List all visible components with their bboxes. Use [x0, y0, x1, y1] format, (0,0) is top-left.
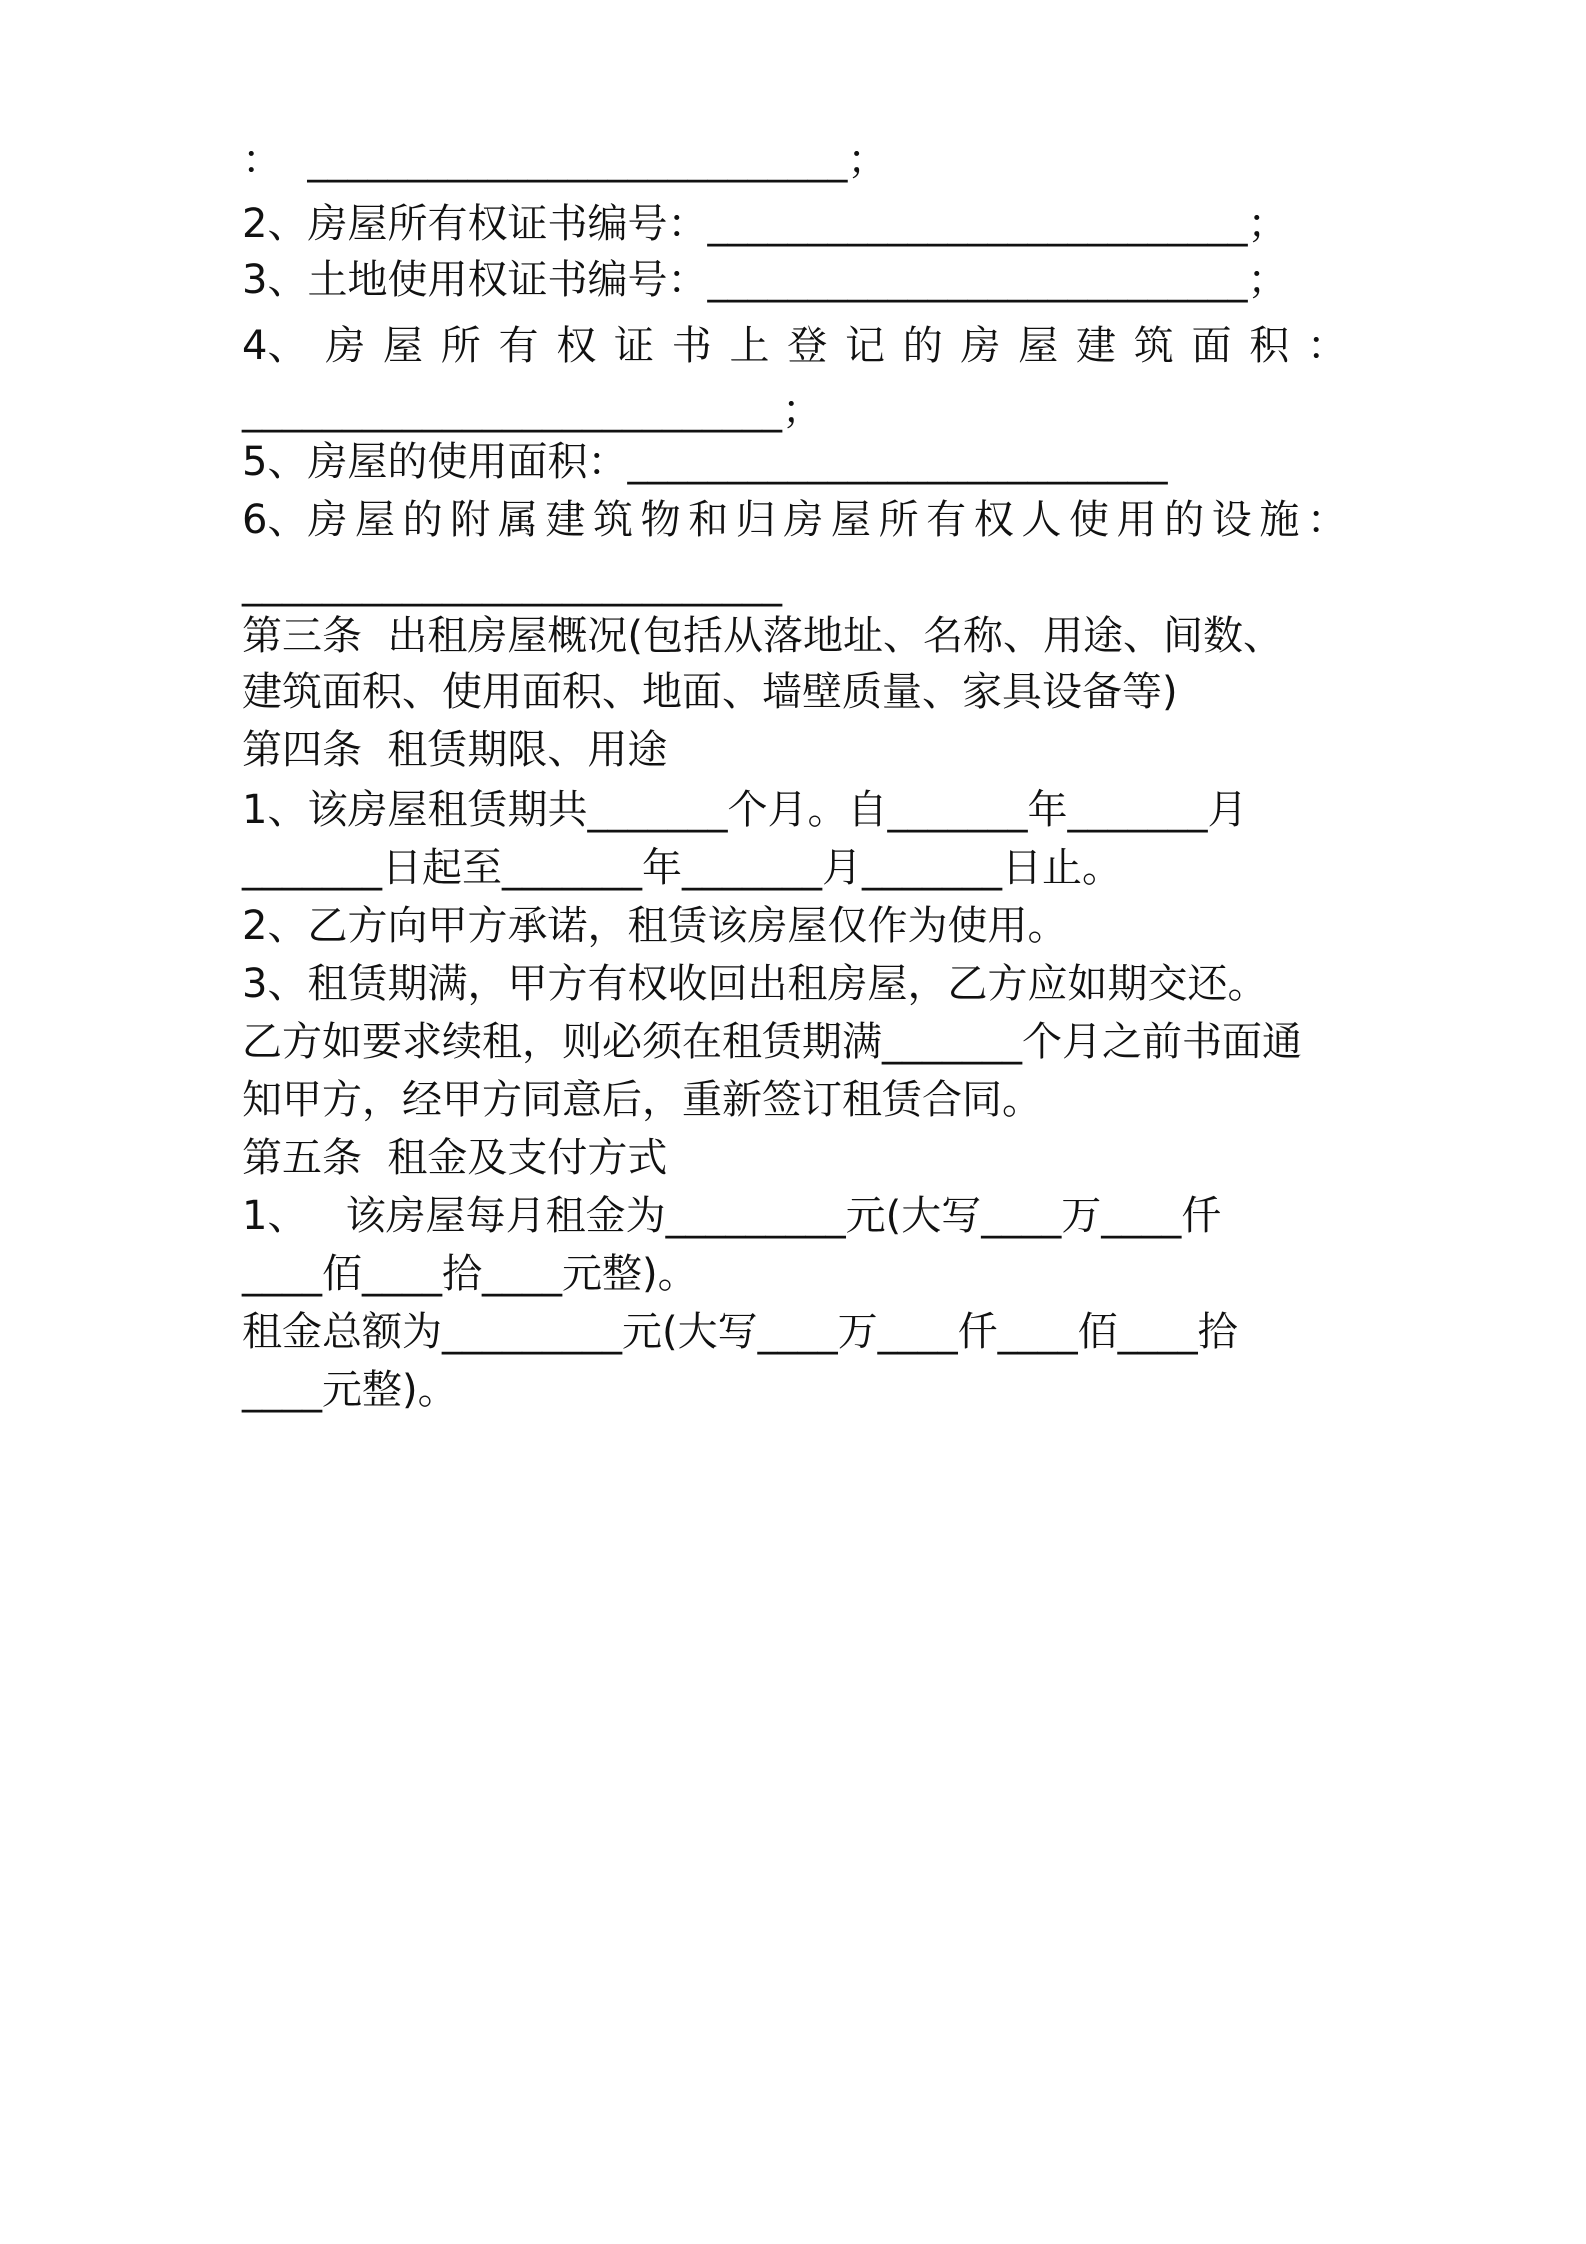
justified-segment: 6、房: [242, 497, 348, 543]
justified-segment: 附: [450, 497, 491, 543]
line-9: 第三条 出租房屋概况(包括从落地址、名称、用途、间数、: [242, 613, 1284, 659]
line-15: 3、租赁期满，甲方有权收回出租房屋，乙方应如期交还。: [242, 961, 1268, 1007]
line-11: 第四条 租赁期限、用途: [242, 727, 668, 773]
justified-segment: 面: [1191, 323, 1232, 369]
line-1: ： ___________________________；: [242, 137, 888, 183]
justified-segment: 和: [688, 497, 729, 543]
justified-segment: ：: [1306, 323, 1347, 369]
justified-segment: 所: [440, 323, 481, 369]
line-21: 租金总额为_________元(大写____万____仟____佰____拾: [242, 1309, 1238, 1355]
justified-segment: 屋: [355, 497, 396, 543]
line-8: ___________________________: [242, 561, 782, 607]
line-10: 建筑面积、使用面积、地面、墙壁质量、家具设备等): [242, 669, 1178, 715]
justified-segment: 房: [960, 323, 1001, 369]
justified-segment: 施: [1259, 497, 1300, 543]
justified-segment: 归: [735, 497, 776, 543]
justified-segment: 物: [640, 497, 681, 543]
line-3: 3、土地使用权证书编号：___________________________；: [242, 257, 1288, 303]
justified-segment: 的: [402, 497, 443, 543]
justified-segment: 上: [729, 323, 770, 369]
justified-segment: 房: [783, 497, 824, 543]
line-19: 1、 该房屋每月租金为_________元(大写____万____仟: [242, 1193, 1222, 1239]
justified-segment: 有: [498, 323, 539, 369]
document-page: [242, 0, 1352, 2244]
justified-segment: 用: [1116, 497, 1157, 543]
justified-segment: 权: [556, 323, 597, 369]
justified-segment: 房: [325, 323, 366, 369]
line-22: ____元整)。: [242, 1367, 458, 1413]
justified-segment: 有: [926, 497, 967, 543]
justified-segment: 积: [1249, 323, 1290, 369]
line-7: [242, 492, 1347, 548]
justified-segment: 属: [497, 497, 538, 543]
justified-segment: 建: [1075, 323, 1116, 369]
justified-segment: 筑: [593, 497, 634, 543]
line-20: ____佰____拾____元整)。: [242, 1251, 698, 1297]
line-18: 第五条 租金及支付方式: [242, 1135, 668, 1181]
line-16: 乙方如要求续租，则必须在租赁期满_______个月之前书面通: [242, 1019, 1302, 1065]
justified-segment: 证: [613, 323, 654, 369]
line-4: [242, 318, 1347, 374]
justified-segment: 使: [1068, 497, 1109, 543]
line-2: 2、房屋所有权证书编号：___________________________；: [242, 201, 1288, 247]
justified-segment: 设: [1211, 497, 1252, 543]
line-17: 知甲方，经甲方同意后，重新签订租赁合同。: [242, 1077, 1042, 1123]
justified-segment: 筑: [1133, 323, 1174, 369]
justified-segment: 书: [671, 323, 712, 369]
line-12: 1、该房屋租赁期共_______个月。自_______年_______月: [242, 787, 1248, 833]
justified-segment: 屋: [1018, 323, 1059, 369]
justified-segment: 记: [844, 323, 885, 369]
justified-segment: 的: [902, 323, 943, 369]
line-13: _______日起至_______年_______月_______日止。: [242, 845, 1122, 891]
justified-segment: 建: [545, 497, 586, 543]
line-6: 5、房屋的使用面积：___________________________: [242, 439, 1168, 485]
justified-segment: 所: [878, 497, 919, 543]
line-5: ___________________________；: [242, 387, 822, 433]
justified-segment: 屋: [382, 323, 423, 369]
justified-segment: 4、: [242, 323, 308, 369]
justified-segment: 权: [973, 497, 1014, 543]
justified-segment: 屋: [830, 497, 871, 543]
line-14: 2、乙方向甲方承诺，租赁该房屋仅作为使用。: [242, 903, 1068, 949]
justified-segment: ：: [1306, 497, 1347, 543]
justified-segment: 人: [1021, 497, 1062, 543]
justified-segment: 登: [787, 323, 828, 369]
justified-segment: 的: [1164, 497, 1205, 543]
